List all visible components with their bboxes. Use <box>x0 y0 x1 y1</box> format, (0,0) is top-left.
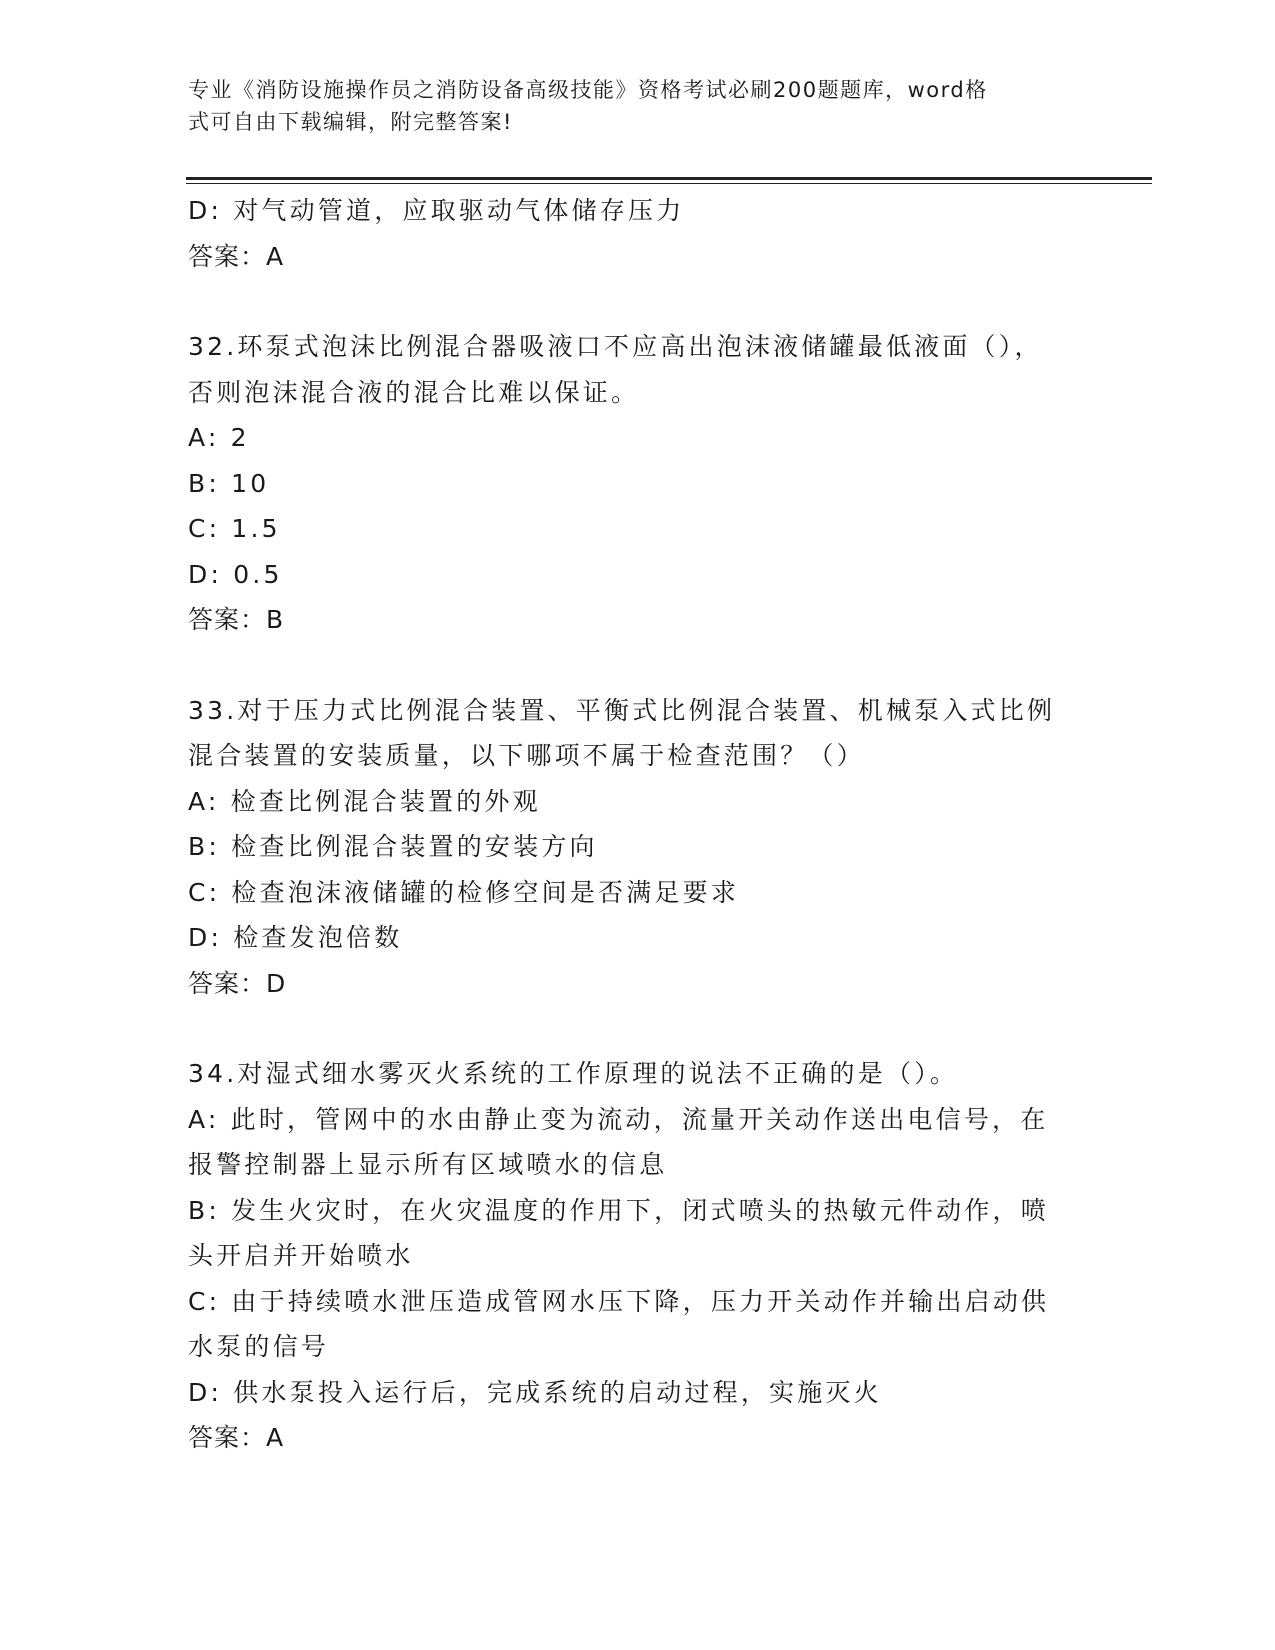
question-stem-continued: 混合装置的安装质量，以下哪项不属于检查范围？（） <box>188 741 865 770</box>
option-d: D: 对气动管道，应取驱动气体储存压力 <box>188 196 685 225</box>
option-b: B: 检查比例混合装置的安装方向 <box>188 832 598 861</box>
page-header <box>188 74 1068 138</box>
option-a: A: 此时，管网中的水由静止变为流动，流量开关动作送出电信号，在 <box>188 1104 1049 1134</box>
spacer <box>188 643 1088 688</box>
option-c-continued: 水泵的信号 <box>188 1332 330 1361</box>
option-b-continued: 头开启并开始喷水 <box>188 1241 414 1270</box>
header-line-1: 专业《消防设施操作员之消防设备高级技能》资格考试必刷200题题库，word格 <box>188 78 988 102</box>
option-c: C: 1.5 <box>188 514 281 543</box>
answer-line: 答案：D <box>188 968 287 998</box>
question-33 <box>188 688 1088 1007</box>
question-34 <box>188 1051 1088 1461</box>
option-d: D: 供水泵投入运行后，完成系统的启动过程，实施灭火 <box>188 1377 882 1407</box>
answer-line: 答案：B <box>188 605 285 634</box>
option-b: B: 发生火灾时，在火灾温度的作用下，闭式喷头的热敏元件动作，喷 <box>188 1195 1049 1225</box>
spacer <box>188 279 1088 324</box>
question-32 <box>188 324 1088 643</box>
option-d: D: 0.5 <box>188 559 283 589</box>
option-a: A: 2 <box>188 423 250 452</box>
question-list <box>188 188 1088 1461</box>
option-c: C: 检查泡沫液储罐的检修空间是否满足要求 <box>188 877 740 907</box>
question-stem: 33.对于压力式比例混合装置、平衡式比例混合装置、机械泵入式比例 <box>188 695 1056 725</box>
option-c: C: 由于持续喷水泄压造成管网水压下降，压力开关动作并输出启动供 <box>188 1286 1050 1316</box>
question-stem: 32.环泵式泡沫比例混合器吸液口不应高出泡沫液储罐最低液面（）， <box>188 332 1043 361</box>
option-b: B: 10 <box>188 468 270 498</box>
answer-line: 答案：A <box>188 241 285 271</box>
header-divider-thick <box>186 177 1152 180</box>
option-a-continued: 报警控制器上显示所有区域喷水的信息 <box>188 1150 668 1179</box>
header-line-2: 式可自由下载编辑，附完整答案! <box>188 110 513 134</box>
question-31-tail <box>188 188 1088 279</box>
option-a: A: 检查比例混合装置的外观 <box>188 786 541 816</box>
answer-line: 答案：A <box>188 1423 285 1452</box>
header-divider-thin <box>186 183 1152 184</box>
spacer <box>188 1006 1088 1051</box>
question-stem-continued: 否则泡沫混合液的混合比难以保证。 <box>188 377 640 407</box>
option-d: D: 检查发泡倍数 <box>188 923 403 952</box>
question-stem: 34.对湿式细水雾灭火系统的工作原理的说法不正确的是（）。 <box>188 1059 959 1088</box>
